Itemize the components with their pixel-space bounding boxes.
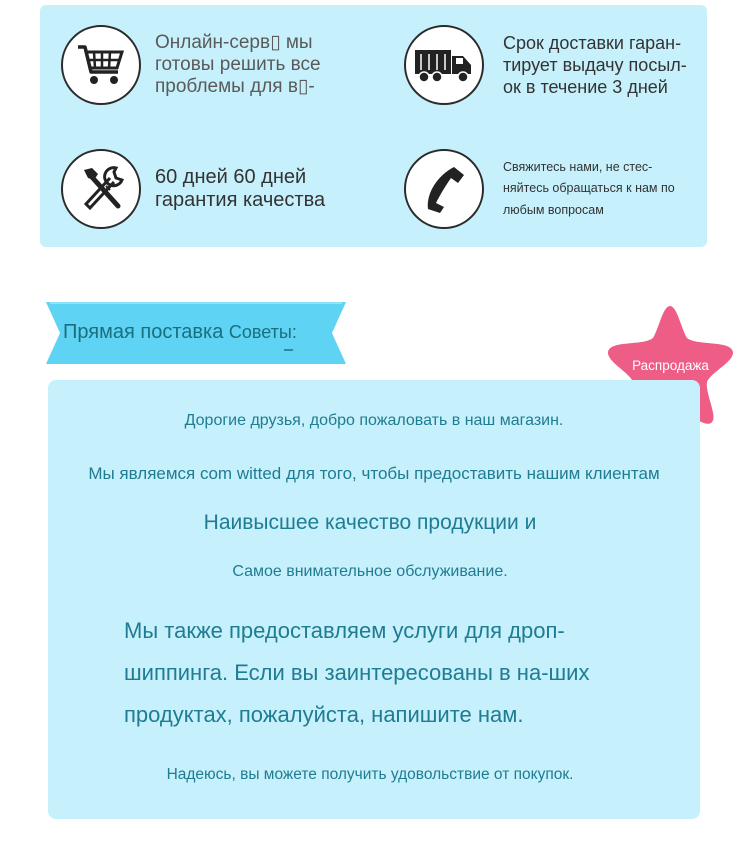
dropshipping-text: Мы также предоставляем услуги для дроп-шиппинга. Если вы заинтересованы в на-ших продуктах, пожалуйста, напишите нам. xyxy=(124,618,590,727)
phone-icon xyxy=(404,149,484,229)
feature-guarantee xyxy=(61,149,365,229)
greeting-text: Дорогие друзья, добро пожаловать в наш магазин. xyxy=(184,412,564,429)
features-panel xyxy=(40,5,707,247)
ribbon-title xyxy=(63,321,297,344)
delivery-truck-icon xyxy=(404,25,484,105)
ribbon-subtitle: Советы: xyxy=(228,322,297,342)
message-line-4: Самое внимательное обслуживание. xyxy=(232,563,508,580)
tools-icon xyxy=(61,149,141,229)
ribbon-dash xyxy=(284,349,293,351)
direct-supply-ribbon xyxy=(46,302,346,364)
message-line-2: Мы являемся com witted для того, чтобы предоставить нашим клиентам xyxy=(88,464,660,483)
ribbon-main-text: Прямая поставка xyxy=(63,321,224,343)
feature-text: Срок доставки гаран-тирует выдачу посыл-ок в течение 3 дней xyxy=(503,33,687,97)
message-line-3: Наивысшее качество продукции и xyxy=(203,511,537,534)
feature-text: Онлайн-серв▯ мы готовы решить все проблемы для в▯- xyxy=(155,32,321,97)
feature-text: 60 дней 60 дней гарантия качества xyxy=(155,166,326,211)
closing-text: Надеюсь, вы можете получить удовольствие от покупок. xyxy=(166,766,574,783)
feature-contact xyxy=(404,149,683,229)
sale-badge-label: Распродажа xyxy=(632,358,709,373)
shopping-cart-icon xyxy=(61,25,141,105)
feature-online-service xyxy=(61,25,355,105)
welcome-message-panel xyxy=(48,380,700,819)
feature-delivery xyxy=(404,25,703,105)
feature-text: Свяжитесь нами, не стес-няйтесь обращаться к нам по любым вопросам xyxy=(503,159,675,217)
